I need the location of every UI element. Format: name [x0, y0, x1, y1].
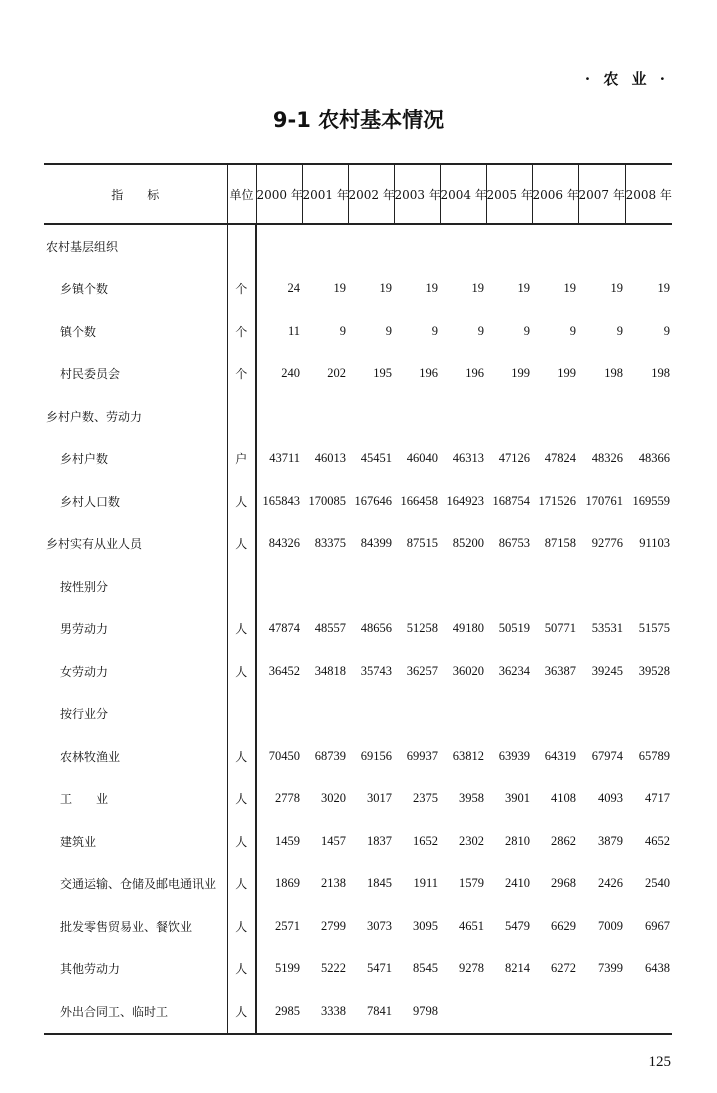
value-cell: 196 — [419, 366, 438, 381]
table-row — [44, 948, 672, 991]
value-cell: 24 — [287, 281, 300, 296]
table-row — [44, 693, 672, 736]
value-cell: 1459 — [275, 833, 300, 848]
value-cell: 45451 — [360, 451, 392, 466]
value-cell: 3879 — [598, 833, 623, 848]
row-unit: 人 — [227, 523, 256, 566]
value-cell: 1911 — [413, 876, 438, 891]
row-label: 女劳动力 — [60, 664, 109, 679]
section-header: · 农 业 · — [584, 70, 669, 88]
table-row — [44, 735, 672, 778]
value-cell: 198 — [604, 366, 623, 381]
table-row — [44, 650, 672, 693]
value-cell — [486, 224, 532, 268]
header-row — [44, 164, 672, 224]
value-cell: 1579 — [459, 876, 484, 891]
value-cell — [532, 565, 578, 608]
value-cell: 199 — [511, 366, 530, 381]
value-cell: 36234 — [498, 663, 530, 678]
value-cell: 34818 — [314, 663, 346, 678]
value-cell: 36020 — [452, 663, 484, 678]
value-cell — [625, 395, 672, 438]
value-cell: 36387 — [544, 663, 576, 678]
value-cell: 43711 — [269, 451, 300, 466]
value-cell: 6272 — [551, 961, 576, 976]
row-unit: 个 — [227, 353, 256, 396]
value-cell: 6629 — [551, 918, 576, 933]
value-cell: 50519 — [498, 621, 530, 636]
value-cell — [256, 224, 302, 268]
value-cell: 166458 — [400, 493, 438, 508]
value-cell: 50771 — [544, 621, 576, 636]
header-year: 2008 年 — [625, 164, 672, 224]
header-year: 2003 年 — [394, 164, 440, 224]
value-cell: 91103 — [639, 536, 670, 551]
row-unit: 个 — [227, 310, 256, 353]
value-cell — [302, 224, 348, 268]
value-cell — [302, 693, 348, 736]
header-year: 2001 年 — [302, 164, 348, 224]
table-row — [44, 395, 672, 438]
row-unit: 人 — [227, 863, 256, 906]
value-cell: 48656 — [360, 621, 392, 636]
value-cell: 9 — [339, 323, 346, 338]
value-cell: 167646 — [354, 493, 392, 508]
row-unit: 人 — [227, 948, 256, 991]
value-cell: 164923 — [446, 493, 484, 508]
value-cell: 170085 — [308, 493, 346, 508]
value-cell: 168754 — [492, 493, 530, 508]
row-label: 乡村人口数 — [60, 494, 121, 509]
value-cell: 92776 — [591, 536, 623, 551]
value-cell: 9 — [385, 323, 392, 338]
value-cell: 9798 — [394, 990, 440, 1034]
row-label: 农村基层组织 — [46, 239, 119, 254]
row-unit: 人 — [227, 480, 256, 523]
rural-basic-table — [44, 163, 672, 1035]
value-cell: 1652 — [413, 833, 438, 848]
row-unit — [227, 565, 256, 608]
value-cell: 39528 — [638, 663, 670, 678]
value-cell: 48557 — [314, 621, 346, 636]
value-cell — [625, 565, 672, 608]
value-cell — [486, 990, 532, 1034]
value-cell: 3020 — [321, 791, 346, 806]
value-cell: 8214 — [505, 961, 530, 976]
value-cell — [302, 565, 348, 608]
row-label: 村民委员会 — [60, 367, 121, 382]
table-row — [44, 778, 672, 821]
value-cell — [440, 395, 486, 438]
value-cell — [532, 224, 578, 268]
row-label: 外出合同工、临时工 — [44, 990, 227, 1034]
value-cell — [532, 395, 578, 438]
value-cell: 70450 — [268, 748, 300, 763]
value-cell — [394, 565, 440, 608]
value-cell: 19 — [563, 281, 576, 296]
table-row — [44, 990, 672, 1034]
value-cell: 68739 — [314, 748, 346, 763]
row-unit: 人 — [227, 735, 256, 778]
table-row — [44, 268, 672, 311]
table-row — [44, 310, 672, 353]
row-label: 批发零售贸易业、餐饮业 — [60, 919, 193, 934]
value-cell: 85200 — [452, 536, 484, 551]
value-cell: 19 — [517, 281, 530, 296]
value-cell: 65789 — [638, 748, 670, 763]
value-cell: 9 — [663, 323, 670, 338]
value-cell: 195 — [373, 366, 392, 381]
row-label: 乡村户数 — [60, 452, 109, 467]
value-cell: 35743 — [360, 663, 392, 678]
value-cell: 11 — [287, 323, 300, 338]
value-cell: 9 — [523, 323, 530, 338]
row-unit: 人 — [227, 608, 256, 651]
table-row — [44, 353, 672, 396]
value-cell: 47874 — [268, 621, 300, 636]
value-cell: 9 — [569, 323, 576, 338]
table-row — [44, 820, 672, 863]
row-label: 按性别分 — [60, 579, 109, 594]
value-cell — [256, 395, 302, 438]
header-year: 2002 年 — [348, 164, 394, 224]
header-year: 2005 年 — [486, 164, 532, 224]
value-cell — [625, 693, 672, 736]
value-cell: 83375 — [314, 536, 346, 551]
row-unit — [227, 395, 256, 438]
value-cell: 1845 — [367, 876, 392, 891]
value-cell: 3095 — [413, 918, 438, 933]
row-label: 男劳动力 — [60, 622, 109, 637]
value-cell: 2426 — [598, 876, 623, 891]
value-cell: 4652 — [645, 833, 670, 848]
value-cell: 2410 — [505, 876, 530, 891]
value-cell: 5199 — [275, 961, 300, 976]
value-cell: 49180 — [452, 621, 484, 636]
value-cell: 51258 — [406, 621, 438, 636]
row-unit — [227, 224, 256, 268]
value-cell: 2778 — [275, 791, 300, 806]
value-cell: 3958 — [459, 791, 484, 806]
value-cell: 2571 — [275, 918, 300, 933]
value-cell: 36452 — [268, 663, 300, 678]
value-cell — [486, 693, 532, 736]
header-year: 2000 年 — [256, 164, 302, 224]
value-cell: 69937 — [406, 748, 438, 763]
row-unit: 人 — [227, 820, 256, 863]
value-cell: 47126 — [498, 451, 530, 466]
table-title: 9-1 农村基本情况 — [272, 108, 445, 132]
value-cell — [532, 990, 578, 1034]
table-row — [44, 863, 672, 906]
value-cell: 165843 — [262, 493, 300, 508]
value-cell: 4717 — [645, 791, 670, 806]
value-cell — [578, 395, 625, 438]
value-cell: 199 — [557, 366, 576, 381]
row-label: 其他劳动力 — [60, 962, 121, 977]
value-cell — [302, 395, 348, 438]
value-cell: 86753 — [498, 536, 530, 551]
value-cell: 1869 — [275, 876, 300, 891]
value-cell: 2375 — [413, 791, 438, 806]
row-label: 按行业分 — [60, 707, 109, 722]
row-label: 工 业 — [60, 792, 109, 807]
row-label: 镇个数 — [60, 324, 97, 339]
value-cell — [625, 224, 672, 268]
value-cell: 63812 — [452, 748, 484, 763]
value-cell — [578, 990, 625, 1034]
header-unit: 单位 — [227, 164, 256, 224]
value-cell: 84399 — [360, 536, 392, 551]
value-cell: 2862 — [551, 833, 576, 848]
value-cell: 36257 — [406, 663, 438, 678]
value-cell: 67974 — [591, 748, 623, 763]
value-cell: 48326 — [591, 451, 623, 466]
value-cell: 9 — [477, 323, 484, 338]
value-cell: 196 — [465, 366, 484, 381]
value-cell: 47824 — [544, 451, 576, 466]
row-unit: 户 — [227, 438, 256, 481]
value-cell: 9 — [431, 323, 438, 338]
value-cell: 51575 — [638, 621, 670, 636]
value-cell: 5471 — [367, 961, 392, 976]
value-cell — [348, 565, 394, 608]
value-cell — [394, 693, 440, 736]
row-label: 建筑业 — [60, 834, 97, 849]
value-cell — [394, 395, 440, 438]
value-cell: 87158 — [544, 536, 576, 551]
value-cell: 39245 — [591, 663, 623, 678]
value-cell: 1837 — [367, 833, 392, 848]
value-cell — [440, 224, 486, 268]
row-label: 交通运输、仓储及邮电通讯业 — [60, 877, 217, 892]
value-cell: 46313 — [452, 451, 484, 466]
value-cell: 53531 — [591, 621, 623, 636]
row-unit: 人 — [227, 905, 256, 948]
value-cell — [486, 565, 532, 608]
header-year: 2006 年 — [532, 164, 578, 224]
value-cell: 169559 — [632, 493, 670, 508]
value-cell: 2540 — [645, 876, 670, 891]
value-cell: 19 — [333, 281, 346, 296]
value-cell: 3073 — [367, 918, 392, 933]
value-cell: 84326 — [268, 536, 300, 551]
value-cell: 4651 — [459, 918, 484, 933]
row-unit: 个 — [227, 268, 256, 311]
table-row — [44, 438, 672, 481]
value-cell: 170761 — [585, 493, 623, 508]
row-unit: 人 — [227, 778, 256, 821]
value-cell: 2985 — [256, 990, 302, 1034]
row-label: 乡村实有从业人员 — [46, 537, 143, 552]
value-cell — [625, 990, 672, 1034]
value-cell: 9278 — [459, 961, 484, 976]
value-cell: 87515 — [406, 536, 438, 551]
value-cell — [578, 224, 625, 268]
value-cell: 8545 — [413, 961, 438, 976]
table-row — [44, 565, 672, 608]
value-cell — [440, 990, 486, 1034]
value-cell: 19 — [379, 281, 392, 296]
row-unit: 人 — [227, 650, 256, 693]
value-cell — [486, 395, 532, 438]
value-cell: 198 — [651, 366, 670, 381]
value-cell: 19 — [471, 281, 484, 296]
value-cell: 2138 — [321, 876, 346, 891]
value-cell: 202 — [327, 366, 346, 381]
value-cell: 171526 — [538, 493, 576, 508]
table-row — [44, 480, 672, 523]
header-indicator: 指 标 — [44, 164, 227, 224]
value-cell — [532, 693, 578, 736]
value-cell: 2799 — [321, 918, 346, 933]
table-row — [44, 905, 672, 948]
value-cell: 1457 — [321, 833, 346, 848]
value-cell: 3901 — [505, 791, 530, 806]
value-cell: 6438 — [645, 961, 670, 976]
row-unit — [227, 693, 256, 736]
row-label: 农林牧渔业 — [60, 749, 121, 764]
table-row — [44, 523, 672, 566]
value-cell: 3338 — [302, 990, 348, 1034]
value-cell: 2968 — [551, 876, 576, 891]
value-cell: 19 — [610, 281, 623, 296]
value-cell — [440, 565, 486, 608]
row-label: 乡村户数、劳动力 — [46, 409, 143, 424]
value-cell — [348, 693, 394, 736]
value-cell: 2810 — [505, 833, 530, 848]
value-cell: 7841 — [348, 990, 394, 1034]
value-cell: 19 — [425, 281, 438, 296]
value-cell: 48366 — [638, 451, 670, 466]
value-cell: 7009 — [598, 918, 623, 933]
table-row — [44, 224, 672, 268]
value-cell — [578, 693, 625, 736]
value-cell: 5479 — [505, 918, 530, 933]
row-unit: 人 — [227, 990, 256, 1034]
header-year: 2004 年 — [440, 164, 486, 224]
value-cell — [348, 395, 394, 438]
value-cell: 64319 — [544, 748, 576, 763]
value-cell — [348, 224, 394, 268]
value-cell: 240 — [281, 366, 300, 381]
value-cell: 69156 — [360, 748, 392, 763]
value-cell: 4093 — [598, 791, 623, 806]
value-cell — [256, 565, 302, 608]
value-cell: 6967 — [645, 918, 670, 933]
value-cell — [440, 693, 486, 736]
table-row — [44, 608, 672, 651]
value-cell: 9 — [616, 323, 623, 338]
page-number: 125 — [648, 1054, 671, 1070]
value-cell: 3017 — [367, 791, 392, 806]
value-cell: 2302 — [459, 833, 484, 848]
value-cell: 46013 — [314, 451, 346, 466]
value-cell: 4108 — [551, 791, 576, 806]
row-label: 乡镇个数 — [60, 282, 109, 297]
value-cell: 19 — [657, 281, 670, 296]
header-year: 2007 年 — [578, 164, 625, 224]
value-cell: 46040 — [406, 451, 438, 466]
value-cell: 7399 — [598, 961, 623, 976]
value-cell: 63939 — [498, 748, 530, 763]
value-cell: 5222 — [321, 961, 346, 976]
value-cell — [578, 565, 625, 608]
value-cell — [394, 224, 440, 268]
value-cell — [256, 693, 302, 736]
